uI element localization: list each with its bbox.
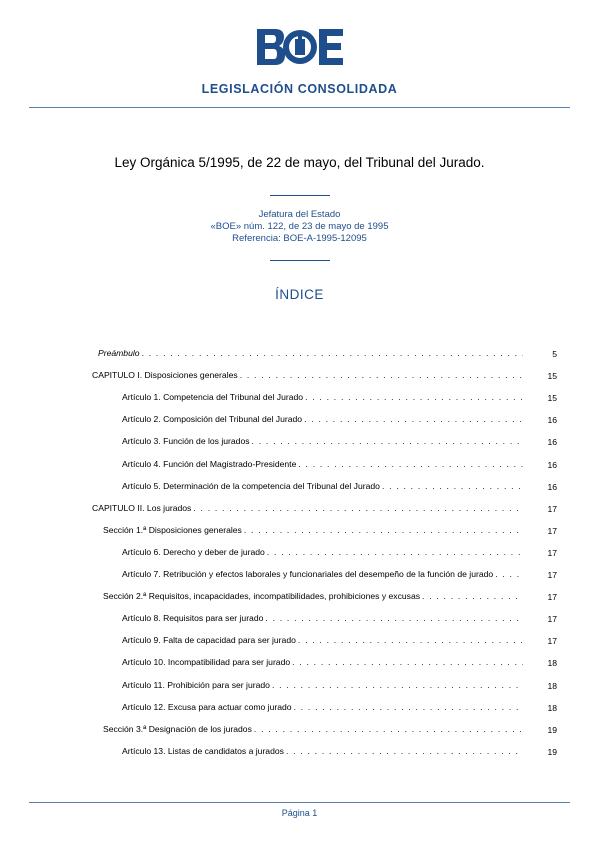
toc-entry-label: Sección 2.ª Requisitos, incapacidades, incompatibilidades, prohibiciones y excusas: [103, 591, 421, 602]
toc-entry-page: 17: [547, 570, 557, 580]
toc-entry-page: 16: [547, 459, 557, 470]
toc-entry-page: 17: [547, 525, 557, 536]
header-divider: [29, 107, 570, 108]
toc-leader-dots: [284, 746, 523, 756]
toc-entry-page: 16: [547, 437, 557, 448]
toc-leader-dots: [302, 414, 523, 424]
toc-entry-label: Preámbulo: [98, 348, 140, 358]
toc-entry-page: 19: [547, 746, 557, 757]
index-heading: ÍNDICE: [275, 287, 324, 302]
toc-entry[interactable]: [122, 657, 523, 671]
title-divider-top: [270, 195, 330, 196]
toc-entry-page: 19: [547, 724, 557, 735]
toc-leader-dots: [270, 680, 523, 690]
toc-entry-label: Artículo 11. Prohibición para ser jurado: [122, 679, 270, 690]
toc-entry-label: Artículo 3. Función de los jurados: [122, 436, 250, 447]
toc-entry[interactable]: [122, 613, 523, 627]
toc-leader-dots: [493, 569, 523, 579]
document-reference: Referencia: BOE-A-1995-12095: [232, 233, 367, 244]
toc-entry[interactable]: [122, 746, 523, 760]
toc-entry[interactable]: [122, 635, 523, 649]
boe-logo: [255, 27, 345, 67]
toc-entry-page: 18: [547, 702, 557, 713]
footer-divider: [29, 802, 570, 803]
toc-entry-page: 17: [547, 592, 557, 603]
toc-entry-page: 17: [547, 503, 557, 514]
toc-entry-page: 16: [547, 415, 557, 426]
toc-entry[interactable]: [122, 459, 523, 473]
toc-entry[interactable]: [122, 392, 523, 406]
toc-leader-dots: [242, 525, 523, 535]
toc-entry-label: Sección 3.ª Designación de los jurados: [103, 723, 252, 734]
toc-leader-dots: [263, 613, 523, 623]
law-title: Ley Orgánica 5/1995, de 22 de mayo, del Tribunal del Jurado.: [114, 155, 485, 170]
toc-entry-label: Artículo 4. Función del Magistrado-Presidente: [122, 458, 297, 469]
toc-leader-dots: [380, 481, 523, 491]
toc-leader-dots: [252, 724, 523, 734]
toc-leader-dots: [296, 635, 523, 645]
logo-letter-e: [319, 29, 343, 65]
toc-entry-page: 15: [547, 371, 557, 382]
toc-entry[interactable]: [103, 525, 523, 539]
toc-entry-page: 17: [547, 547, 557, 558]
toc-entry-label: Artículo 1. Competencia del Tribunal del Jurado: [122, 392, 304, 403]
toc-entry-label: Sección 1.ª Disposiciones generales: [103, 524, 242, 535]
toc-entry-label: CAPITULO I. Disposiciones generales: [92, 370, 238, 381]
toc-entry[interactable]: [122, 702, 523, 716]
toc-entry[interactable]: [103, 724, 523, 738]
toc-entry[interactable]: [92, 370, 523, 384]
toc-entry-page: 17: [547, 636, 557, 647]
toc-entry-label: Artículo 13. Listas de candidatos a jurados: [122, 745, 284, 756]
page-header-title: LEGISLACIÓN CONSOLIDADA: [201, 82, 398, 96]
toc-leader-dots: [250, 436, 523, 446]
toc-leader-dots: [290, 657, 523, 667]
toc-leader-dots: [296, 459, 523, 469]
toc-leader-dots: [303, 392, 523, 402]
page-number: Página 1: [281, 808, 318, 818]
issuer: Jefatura del Estado: [258, 209, 341, 220]
toc-entry-label: Artículo 2. Composición del Tribunal del Jurado: [122, 414, 303, 425]
toc-entry[interactable]: [122, 414, 523, 428]
toc-entry[interactable]: [122, 569, 523, 583]
toc-entry[interactable]: [122, 547, 523, 561]
toc-leader-dots: [238, 370, 523, 380]
toc-entry[interactable]: [122, 481, 523, 495]
toc-leader-dots: [292, 702, 523, 712]
toc-entry-label: Artículo 12. Excusa para actuar como jurado: [122, 701, 292, 712]
toc-entry[interactable]: [122, 436, 523, 450]
toc-entry[interactable]: [103, 591, 523, 605]
toc-entry-label: Artículo 5. Determinación de la competencia del Tribunal del Jurado: [122, 480, 380, 491]
toc-entry-page: 18: [547, 680, 557, 691]
toc-leader-dots: [265, 547, 523, 557]
toc-entry-page: 16: [547, 481, 557, 492]
toc-leader-dots: [420, 591, 523, 601]
toc-entry-label: Artículo 6. Derecho y deber de jurado: [122, 546, 265, 557]
toc-entry-page: 5: [552, 349, 557, 359]
toc-entry[interactable]: [122, 680, 523, 694]
toc-entry-label: Artículo 7. Retribución y efectos laborales y funcionariales del desempeño de la función de jurado: [122, 569, 494, 579]
boe-reference: «BOE» núm. 122, de 23 de mayo de 1995: [210, 221, 389, 232]
toc-entry-page: 17: [547, 614, 557, 625]
toc-entry-label: CAPITULO II. Los jurados: [92, 502, 192, 513]
toc-entry[interactable]: [98, 348, 523, 362]
toc-entry-page: 18: [547, 658, 557, 669]
title-divider-bottom: [270, 260, 330, 261]
toc-leader-dots: [191, 503, 523, 513]
toc-entry-page: 15: [547, 393, 557, 404]
toc-entry-label: Artículo 9. Falta de capacidad para ser jurado: [122, 635, 296, 646]
logo-letter-b: [257, 29, 285, 65]
toc-entry-label: Artículo 10. Incompatibilidad para ser jurado: [122, 657, 291, 668]
toc-entry[interactable]: [92, 503, 523, 517]
toc-entry-label: Artículo 8. Requisitos para ser jurado: [122, 613, 264, 624]
toc-leader-dots: [140, 348, 523, 358]
